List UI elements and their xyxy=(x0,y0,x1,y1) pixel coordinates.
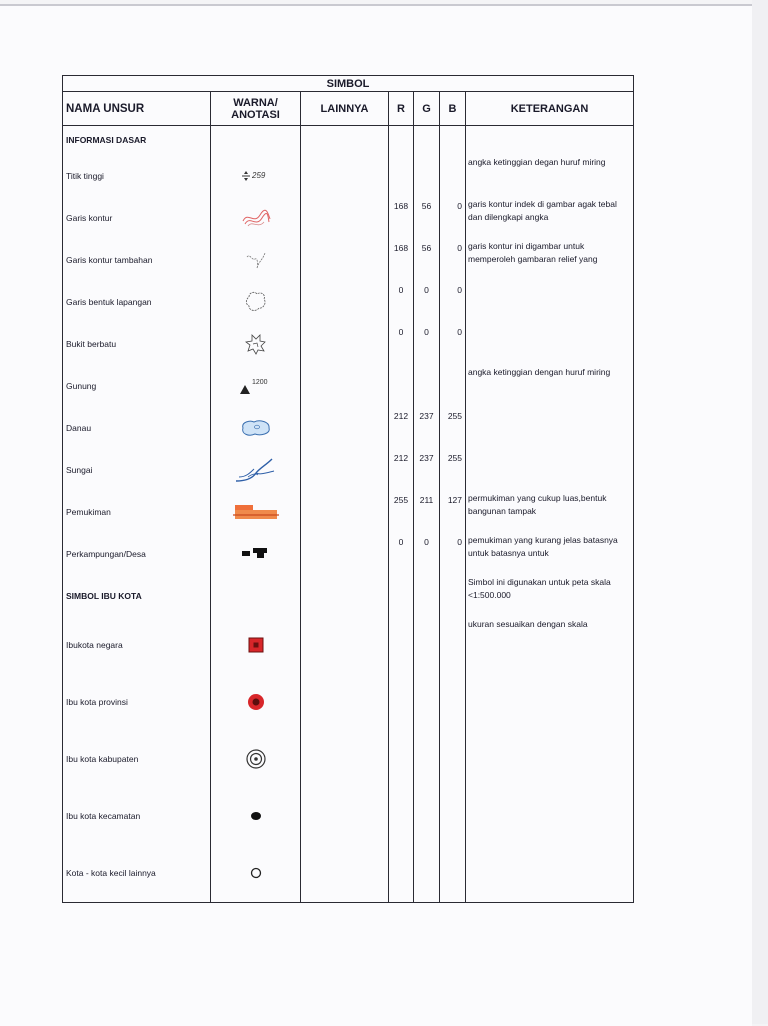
g-value xyxy=(414,575,440,617)
mountain-icon xyxy=(236,377,276,394)
lainnya-cell xyxy=(301,126,389,155)
provincial-capital-icon xyxy=(245,693,267,710)
g-header: G xyxy=(414,92,440,126)
table-row xyxy=(63,239,634,281)
g-value xyxy=(414,126,440,155)
g-value: 237 xyxy=(414,449,440,491)
element-name: Danau xyxy=(63,407,211,449)
element-name: Garis bentuk lapangan xyxy=(63,281,211,323)
b-value xyxy=(440,617,466,674)
warna-anotasi-header: WARNA/ ANOTASI xyxy=(211,92,301,126)
supplementary-contour-icon xyxy=(244,251,268,268)
settlement-icon xyxy=(231,503,281,520)
keterangan-text xyxy=(466,674,634,731)
keterangan-text xyxy=(466,407,634,449)
b-value xyxy=(440,674,466,731)
lainnya-cell xyxy=(301,731,389,788)
rocky-hill-icon xyxy=(244,335,268,352)
g-value xyxy=(414,365,440,407)
lainnya-cell xyxy=(301,323,389,365)
symbol-cell xyxy=(211,323,301,365)
svg-text:1200: 1200 xyxy=(251,378,268,386)
symbol-legend-table xyxy=(62,75,634,903)
r-value: 168 xyxy=(389,197,414,239)
lainnya-cell xyxy=(301,674,389,731)
symbol-cell xyxy=(211,407,301,449)
g-value: 211 xyxy=(414,491,440,533)
keterangan-text: angka ketinggian degan huruf miring xyxy=(466,155,634,197)
b-value xyxy=(440,845,466,903)
keterangan-text xyxy=(466,281,634,323)
g-value: 56 xyxy=(414,197,440,239)
g-value: 0 xyxy=(414,281,440,323)
terrain-form-line-icon xyxy=(243,293,269,310)
nama-unsur-header: NAMA UNSUR xyxy=(63,92,211,126)
r-value: 168 xyxy=(389,239,414,281)
element-name: Pemukiman xyxy=(63,491,211,533)
b-value xyxy=(440,365,466,407)
symbol-cell xyxy=(211,845,301,903)
r-value xyxy=(389,575,414,617)
g-value xyxy=(414,674,440,731)
table-row xyxy=(63,845,634,903)
symbol-cell xyxy=(211,575,301,617)
r-value xyxy=(389,617,414,674)
keterangan-text xyxy=(466,731,634,788)
table-row xyxy=(63,674,634,731)
lainnya-cell xyxy=(301,281,389,323)
r-value xyxy=(389,731,414,788)
keterangan-text: ukuran sesuaikan dengan skala xyxy=(466,617,634,674)
element-name: Ibukota negara xyxy=(63,617,211,674)
g-value xyxy=(414,731,440,788)
element-name: Perkampungan/Desa xyxy=(63,533,211,575)
b-value: 0 xyxy=(440,239,466,281)
symbol-cell xyxy=(211,126,301,155)
r-value: 255 xyxy=(389,491,414,533)
b-value: 255 xyxy=(440,449,466,491)
keterangan-text xyxy=(466,788,634,845)
element-name: Bukit berbatu xyxy=(63,323,211,365)
r-value: 0 xyxy=(389,323,414,365)
table-row xyxy=(63,575,634,617)
element-name: Sungai xyxy=(63,449,211,491)
lainnya-header: LAINNYA xyxy=(301,92,389,126)
keterangan-text: Simbol ini digunakan untuk peta skala <1:500.000 xyxy=(466,575,634,617)
lainnya-cell xyxy=(301,407,389,449)
keterangan-text: angka ketinggian dengan huruf miring xyxy=(466,365,634,407)
lainnya-cell xyxy=(301,533,389,575)
b-value xyxy=(440,788,466,845)
symbol-cell xyxy=(211,449,301,491)
g-value xyxy=(414,155,440,197)
r-value xyxy=(389,788,414,845)
table-row xyxy=(63,281,634,323)
r-value: 0 xyxy=(389,533,414,575)
element-name: Kota - kota kecil lainnya xyxy=(63,845,211,903)
element-name: Garis kontur tambahan xyxy=(63,239,211,281)
table-row xyxy=(63,491,634,533)
element-name: Ibu kota kecamatan xyxy=(63,788,211,845)
r-value xyxy=(389,126,414,155)
r-value: 0 xyxy=(389,281,414,323)
table-row xyxy=(63,323,634,365)
symbol-cell xyxy=(211,491,301,533)
lainnya-cell xyxy=(301,155,389,197)
g-value: 0 xyxy=(414,533,440,575)
r-value: 212 xyxy=(389,407,414,449)
keterangan-text xyxy=(466,126,634,155)
keterangan-text xyxy=(466,845,634,903)
keterangan-text: permukiman yang cukup luas,bentuk bangunan tampak xyxy=(466,491,634,533)
b-value: 0 xyxy=(440,323,466,365)
lainnya-cell xyxy=(301,197,389,239)
table-row xyxy=(63,155,634,197)
table-row xyxy=(63,533,634,575)
g-value: 0 xyxy=(414,323,440,365)
g-value xyxy=(414,617,440,674)
b-value xyxy=(440,126,466,155)
g-value: 237 xyxy=(414,407,440,449)
b-value: 0 xyxy=(440,197,466,239)
table-row xyxy=(63,617,634,674)
table-row xyxy=(63,449,634,491)
lainnya-cell xyxy=(301,575,389,617)
symbol-cell xyxy=(211,239,301,281)
table-row xyxy=(63,365,634,407)
element-name: Gunung xyxy=(63,365,211,407)
section-heading: INFORMASI DASAR xyxy=(63,126,211,155)
symbol-cell xyxy=(211,731,301,788)
keterangan-text: garis kontur ini digambar untuk memperoleh gambaran relief yang xyxy=(466,239,634,281)
element-name: Ibu kota provinsi xyxy=(63,674,211,731)
symbol-cell xyxy=(211,788,301,845)
lainnya-cell xyxy=(301,491,389,533)
g-value: 56 xyxy=(414,239,440,281)
b-value xyxy=(440,155,466,197)
symbol-cell xyxy=(211,674,301,731)
district-capital-icon xyxy=(247,807,265,824)
b-value xyxy=(440,731,466,788)
page-edge xyxy=(752,0,768,1024)
lainnya-cell xyxy=(301,449,389,491)
lainnya-cell xyxy=(301,845,389,903)
table-row xyxy=(63,197,634,239)
symbol-cell xyxy=(211,197,301,239)
simbol-header: SIMBOL xyxy=(63,76,634,92)
contour-line-icon xyxy=(240,209,272,226)
table-row xyxy=(63,731,634,788)
b-value: 0 xyxy=(440,281,466,323)
b-value xyxy=(440,575,466,617)
b-value: 127 xyxy=(440,491,466,533)
spot-height-icon xyxy=(239,167,273,184)
table-row xyxy=(63,407,634,449)
symbol-cell xyxy=(211,281,301,323)
b-value: 255 xyxy=(440,407,466,449)
g-value xyxy=(414,788,440,845)
village-icon xyxy=(239,545,273,562)
table-row xyxy=(63,126,634,155)
symbol-cell xyxy=(211,365,301,407)
symbol-cell xyxy=(211,533,301,575)
river-icon xyxy=(234,461,278,478)
r-header: R xyxy=(389,92,414,126)
keterangan-header: KETERANGAN xyxy=(466,92,634,126)
table-row xyxy=(63,788,634,845)
b-header: B xyxy=(440,92,466,126)
lake-icon xyxy=(238,419,274,436)
r-value xyxy=(389,365,414,407)
keterangan-text: garis kontur indek di gambar agak tebal dan dilengkapi angka xyxy=(466,197,634,239)
symbol-cell xyxy=(211,155,301,197)
element-name: Garis kontur xyxy=(63,197,211,239)
lainnya-cell xyxy=(301,239,389,281)
small-town-icon xyxy=(248,864,264,881)
svg-text:259: 259 xyxy=(251,171,265,181)
r-value: 212 xyxy=(389,449,414,491)
national-capital-icon xyxy=(246,636,266,653)
keterangan-text xyxy=(466,449,634,491)
element-name: Titik tinggi xyxy=(63,155,211,197)
lainnya-cell xyxy=(301,617,389,674)
symbol-cell xyxy=(211,617,301,674)
r-value xyxy=(389,155,414,197)
r-value xyxy=(389,674,414,731)
regency-capital-icon xyxy=(244,750,268,767)
lainnya-cell xyxy=(301,788,389,845)
lainnya-cell xyxy=(301,365,389,407)
keterangan-text: pemukiman yang kurang jelas batasnya untuk batasnya untuk xyxy=(466,533,634,575)
element-name: Ibu kota kabupaten xyxy=(63,731,211,788)
b-value: 0 xyxy=(440,533,466,575)
keterangan-text xyxy=(466,323,634,365)
r-value xyxy=(389,845,414,903)
g-value xyxy=(414,845,440,903)
section-heading: SIMBOL IBU KOTA xyxy=(63,575,211,617)
